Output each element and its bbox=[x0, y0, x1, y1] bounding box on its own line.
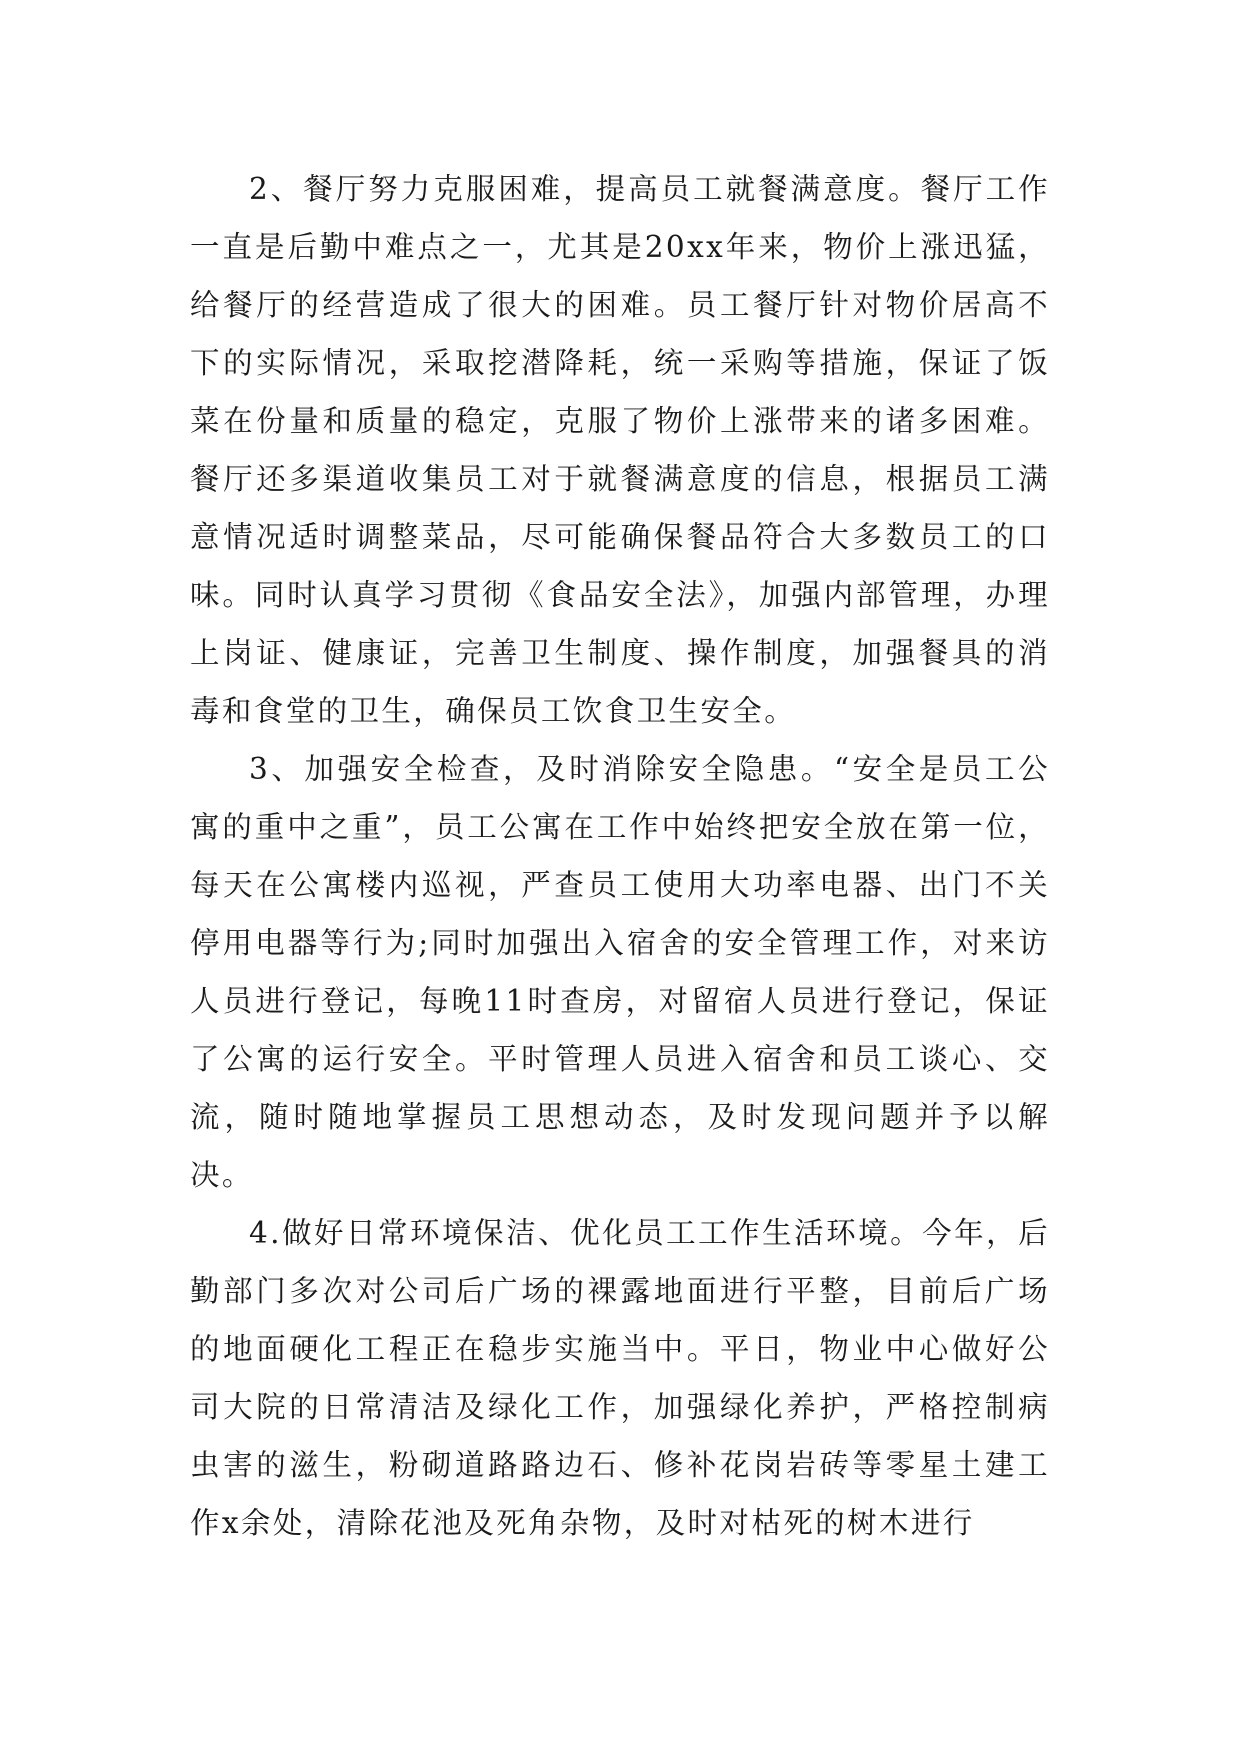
paragraph-environment: 4.做好日常环境保洁、优化员工工作生活环境。今年，后勤部门多次对公司后广场的裸露地面进行平整，目前后广场的地面硬化工程正在稳步实施当中。平日，物业中心做好公司大院的日常清洁及绿化工作，加强绿化养护，严格控制病虫害的滋生，粉砌道路路边石、修补花岗岩砖等零星土建工作x余处，清除花池及死角杂物，及时对枯死的树木进行 bbox=[190, 1216, 1050, 1540]
document-body bbox=[190, 160, 1050, 1552]
paragraph-canteen: 2、餐厅努力克服困难，提高员工就餐满意度。餐厅工作一直是后勤中难点之一，尤其是20xx年来，物价上涨迅猛，给餐厅的经营造成了很大的困难。员工餐厅针对物价居高不下的实际情况，采取挖潜降耗，统一采购等措施，保证了饭菜在份量和质量的稳定，克服了物价上涨带来的诸多困难。餐厅还多渠道收集员工对于就餐满意度的信息，根据员工满意情况适时调整菜品，尽可能确保餐品符合大多数员工的口味。同时认真学习贯彻《食品安全法》，加强内部管理，办理上岗证、健康证，完善卫生制度、操作制度，加强餐具的消毒和食堂的卫生，确保员工饮食卫生安全。 bbox=[190, 172, 1050, 728]
paragraph-safety: 3、加强安全检查，及时消除安全隐患。“安全是员工公寓的重中之重”，员工公寓在工作中始终把安全放在第一位，每天在公寓楼内巡视，严查员工使用大功率电器、出门不关停用电器等行为;同时加强出入宿舍的安全管理工作，对来访人员进行登记，每晚11时查房，对留宿人员进行登记，保证了公寓的运行安全。平时管理人员进入宿舍和员工谈心、交流，随时随地掌握员工思想动态，及时发现问题并予以解决。 bbox=[190, 752, 1050, 1192]
